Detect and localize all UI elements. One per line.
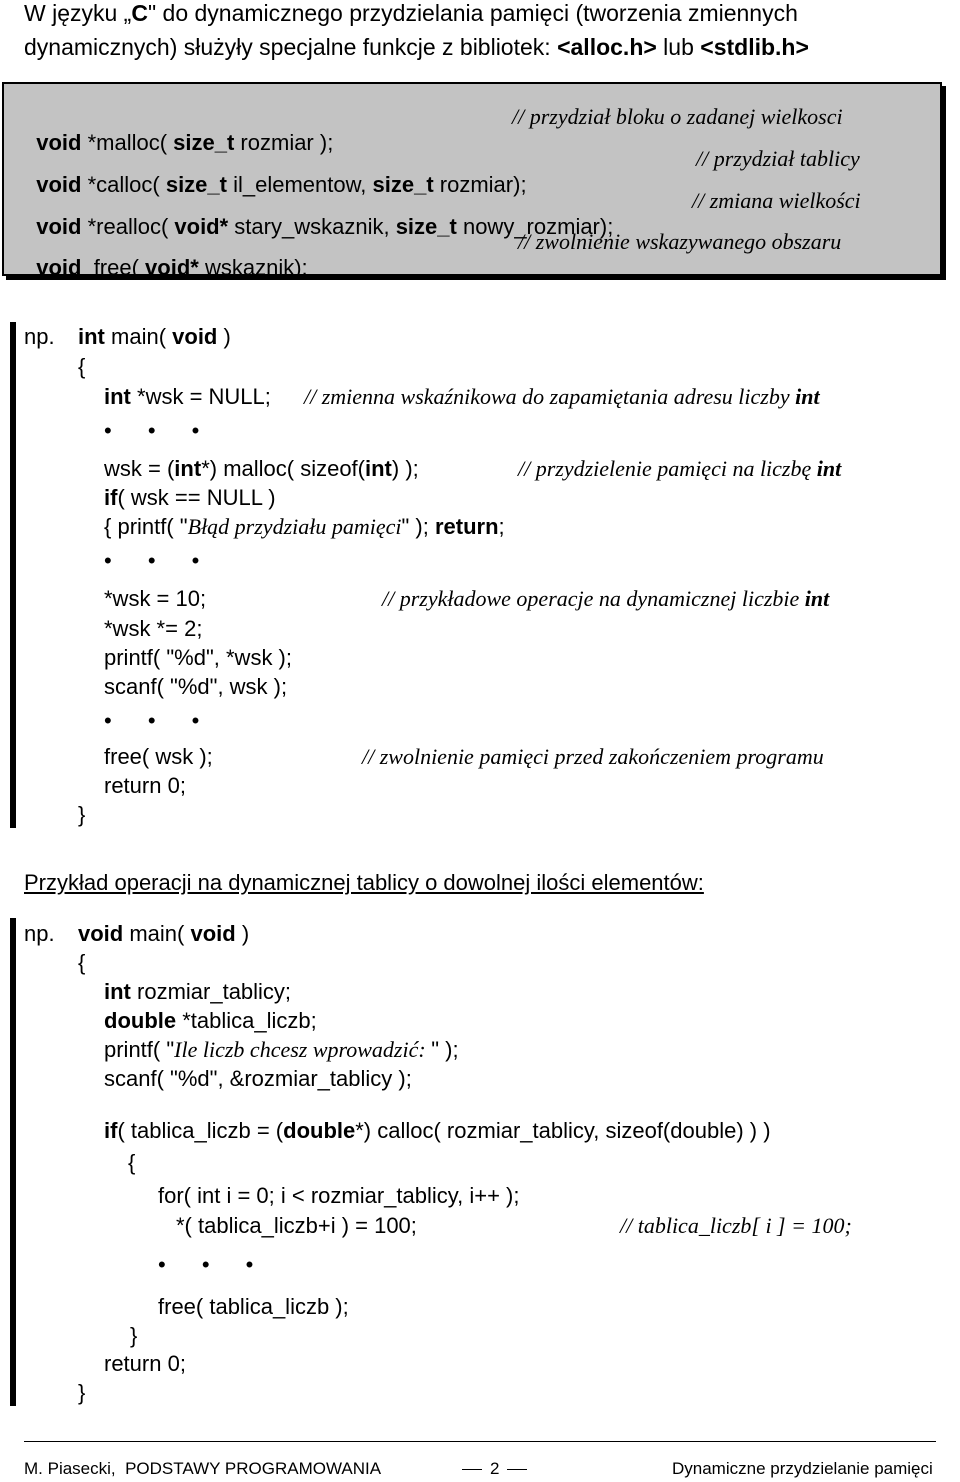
example2-line-11: return 0; (104, 1351, 186, 1376)
footer-author: M. Piasecki, PODSTAWY PROGRAMOWANIA (24, 1459, 382, 1478)
prototype-malloc: void *malloc( size_t rozmiar ); (36, 130, 334, 155)
prototype-realloc-comment: // zmiana wielkości (692, 188, 861, 213)
example2-line-9: free( tablica_liczb ); (158, 1294, 349, 1319)
example1-line-1-comment: // zmienna wskaźnikowa do zapamiętania adresu liczby int (304, 384, 820, 409)
example1-line-7: printf( "%d", *wsk ); (104, 645, 292, 670)
example1-line-10: return 0; (104, 773, 186, 798)
prototype-free-comment: // zwolnienie wskazywanego obszaru (518, 229, 842, 254)
example1-line-5-comment: // przykładowe operacje na dynamicznej liczbie int (382, 586, 830, 611)
prototype-free: void free( void* wskaznik); (36, 255, 308, 280)
footer-rule (24, 1441, 936, 1442)
prototype-malloc-comment: // przydział bloku o zadanej wielkosci (512, 104, 843, 129)
example1-line-2-comment: // przydzielenie pamięci na liczbę int (518, 456, 842, 481)
code-margin-bar (10, 322, 16, 828)
intro-line-2 (24, 34, 809, 60)
library-alloc: <alloc.h> (557, 34, 657, 60)
example2-line-4: scanf( "%d", &rozmiar_tablicy ); (104, 1066, 412, 1091)
example2-header: void main( void ) (78, 921, 250, 946)
library-stdlib: <stdlib.h> (700, 34, 809, 60)
example1-line-9-comment: // zwolnienie pamięci przed zakończeniem programu (362, 744, 824, 769)
intro-text: W języku „ (24, 0, 132, 26)
example1-np: np. (24, 324, 55, 349)
example1-line-2: wsk = (int*) malloc( sizeof(int) ); (104, 456, 419, 481)
example2-line-1: int rozmiar_tablicy; (104, 979, 292, 1004)
example2-line-10: } (130, 1323, 138, 1348)
prototype-calloc-comment: // przydział tablicy (696, 146, 860, 171)
example2-line-8: *( tablica_liczb+i ) = 100; (176, 1213, 417, 1238)
example1-line-4: { printf( "Błąd przydziału pamięci" ); return; (104, 514, 505, 539)
ellipsis-dots: • • • (104, 418, 215, 443)
prototype-calloc: void *calloc( size_t il_elementow, size_t rozmiar); (36, 172, 527, 197)
intro-line-1 (24, 0, 798, 26)
intro-text: " do dynamicznego przydzielania pamięci (tworzenia zmiennych (147, 0, 798, 26)
example1-line-5: *wsk = 10; (104, 586, 207, 611)
example2-line-3: printf( "Ile liczb chcesz wprowadzić: " ); (104, 1037, 459, 1062)
example2-np: np. (24, 921, 55, 946)
ellipsis-dots: • • • (104, 708, 215, 733)
language-c: C (131, 0, 148, 26)
section-title: Przykład operacji na dynamicznej tablicy o dowolnej ilości elementów: (24, 870, 704, 895)
intro-text: dynamicznych) służyły specjalne funkcje z bibliotek: (24, 34, 558, 60)
footer-page-number: 2 (454, 1458, 535, 1480)
example1-header: int main( void ) (78, 324, 231, 349)
example1-line-6: *wsk *= 2; (104, 616, 203, 641)
example1-line-3: if( wsk == NULL ) (104, 485, 276, 510)
example1-close-brace: } (78, 802, 86, 827)
example1-line-8: scanf( "%d", wsk ); (104, 674, 288, 699)
example2-line-6: { (128, 1150, 136, 1175)
ellipsis-dots: • • • (104, 548, 215, 573)
footer-title: Dynamiczne przydzielanie pamięci (672, 1459, 933, 1478)
example1-line-1: int *wsk = NULL; (104, 384, 271, 409)
prototype-realloc: void *realloc( void* stary_wskaznik, size_t nowy_rozmiar); (36, 214, 614, 239)
example2-open-brace: { (78, 950, 86, 975)
example2-line-7: for( int i = 0; i < rozmiar_tablicy, i++ ); (158, 1183, 520, 1208)
example2-line-8-comment: // tablica_liczb[ i ] = 100; (620, 1213, 852, 1238)
example2-line-5: if( tablica_liczb = (double*) calloc( rozmiar_tablicy, sizeof(double) ) ) (104, 1118, 771, 1143)
example1-open-brace: { (78, 354, 86, 379)
example2-line-2: double *tablica_liczb; (104, 1008, 317, 1033)
example1-line-9: free( wsk ); (104, 744, 213, 769)
example2-close-brace: } (78, 1380, 86, 1405)
code-margin-bar (10, 918, 16, 1406)
intro-text: lub (656, 34, 701, 60)
ellipsis-dots: • • • (158, 1252, 269, 1277)
